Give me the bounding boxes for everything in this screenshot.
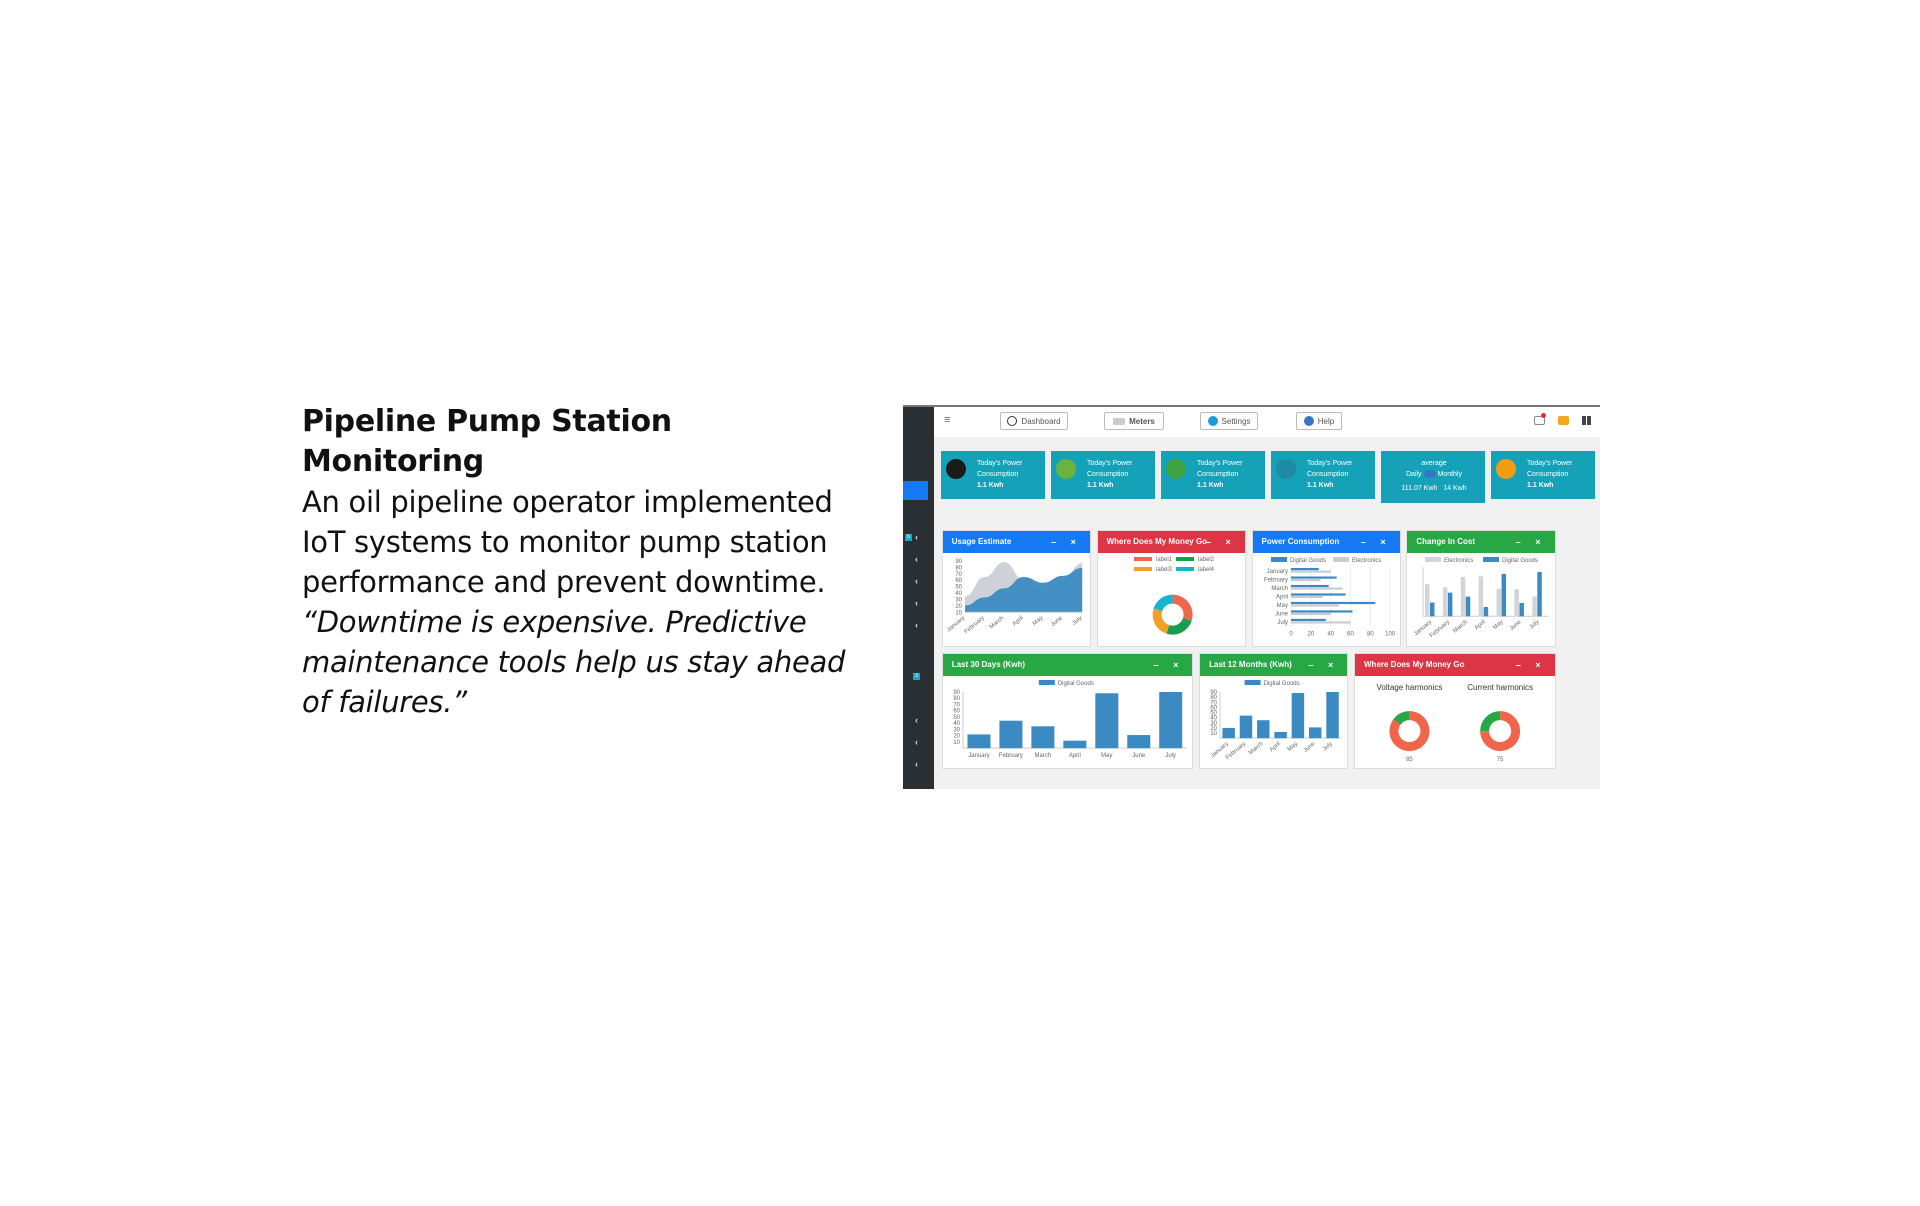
y-tick-label: 30 [1210, 720, 1218, 727]
panel-title: Change In Cost [1416, 537, 1476, 546]
x-tick-label: March [1248, 741, 1265, 757]
slide-text [302, 402, 862, 722]
stat-tile [1271, 451, 1375, 499]
y-tick-label: 70 [953, 702, 960, 709]
tile-text [1307, 458, 1373, 491]
panel-title: Where Does My Money Go [1106, 537, 1208, 546]
settings-label: Settings [1221, 416, 1251, 426]
y-tick-label: 80 [1210, 695, 1218, 702]
x-tick-label: May [1492, 619, 1506, 632]
bar [1291, 593, 1346, 595]
bar [1031, 726, 1054, 748]
panel-header [1355, 654, 1555, 676]
donut-label: Current harmonics [1467, 683, 1534, 692]
grid-icon[interactable] [1582, 416, 1591, 425]
bar [1095, 693, 1118, 748]
chart-svg [1098, 553, 1247, 648]
bar [1533, 597, 1538, 617]
tile-daily-value: 111.07 Kwh [1401, 485, 1438, 492]
panel-title: Where Does My Money Go [1364, 660, 1465, 669]
bar [1127, 735, 1150, 748]
panel-controls[interactable]: – × [1308, 660, 1340, 670]
bar [967, 734, 990, 748]
panel-header [1407, 531, 1554, 553]
x-tick-label: January [945, 615, 967, 634]
legend-swatch [1333, 557, 1349, 562]
bar [1291, 610, 1353, 612]
sidebar-active-item[interactable] [903, 481, 928, 500]
panel-body [1200, 676, 1347, 768]
tile-line1: Today's Power [1197, 460, 1243, 467]
bar [1292, 693, 1304, 738]
stat-tile [1381, 451, 1485, 503]
panel-controls[interactable]: – × [1515, 660, 1547, 670]
tile-value: 1.1 Kwh [1087, 482, 1114, 489]
legend-swatch [1425, 557, 1441, 562]
panel-controls[interactable]: – × [1360, 537, 1392, 547]
legend-label: Digital Goods [1289, 558, 1326, 564]
stat-tile [1491, 451, 1595, 499]
y-tick-label: 10 [953, 739, 960, 746]
y-tick-label: 70 [955, 571, 962, 578]
stat-tile [941, 451, 1045, 499]
y-tick-label: 40 [955, 591, 962, 598]
tile-value: 1.1 Kwh [1307, 482, 1334, 489]
bar [1291, 579, 1321, 581]
y-tick-label: 60 [955, 578, 962, 585]
x-tick-label: 20 [1306, 631, 1314, 638]
chart-panel [1406, 530, 1555, 647]
y-tick-label: 20 [955, 603, 962, 610]
y-tick-label: June [1274, 611, 1288, 618]
x-tick-label: July [1528, 619, 1541, 631]
slide-body: An oil pipeline operator implemented IoT systems to monitor pump station performance and prevent downtime. [302, 485, 833, 599]
settings-button[interactable] [1200, 412, 1258, 430]
y-tick-label: 50 [953, 714, 960, 721]
y-tick-label: February [1263, 577, 1288, 584]
globe-icon [1276, 459, 1296, 479]
x-tick-label: April [1474, 619, 1488, 632]
bar [1291, 596, 1323, 598]
bar [1291, 619, 1326, 621]
panel-header [1200, 654, 1347, 676]
x-tick-label: June [1131, 753, 1145, 760]
notification-badge [1541, 413, 1546, 418]
stat-tile [1051, 451, 1155, 499]
y-tick-label: 30 [955, 597, 962, 604]
chevron-left-icon[interactable]: ‹ [915, 620, 918, 630]
tile-text [1527, 458, 1593, 491]
chart-svg [943, 553, 1092, 648]
panel-body [943, 676, 1193, 768]
panel-controls[interactable]: – × [1051, 537, 1082, 547]
x-tick-label: June [1049, 615, 1064, 629]
legend-label: Electronics [1444, 558, 1474, 564]
tile-text [977, 458, 1043, 491]
tile-line1: Today's Power [1307, 460, 1353, 467]
y-tick-label: 70 [1210, 700, 1218, 707]
money-icon [1166, 459, 1186, 479]
tile-value: 1.1 Kwh [1197, 482, 1224, 489]
legend-swatch [1176, 557, 1194, 561]
x-tick-label: May [1100, 753, 1113, 760]
x-tick-label: July [1165, 753, 1176, 760]
tile-value: 1.1 Kwh [977, 482, 1004, 489]
bar [1425, 584, 1430, 616]
legend-label: Digital Goods [1057, 681, 1094, 687]
y-tick-label: April [1275, 594, 1288, 601]
slide-quote: “Downtime is expensive. Predictive maintenance tools help us stay ahead of failures.” [302, 605, 846, 719]
y-tick-label: 40 [1210, 715, 1218, 722]
tile-line1: Today's Power [1087, 460, 1133, 467]
x-tick-label: 0 [1288, 631, 1293, 638]
legend-swatch [1245, 680, 1261, 685]
y-tick-label: 90 [953, 690, 960, 696]
panel-title: Usage Estimate [951, 537, 1012, 546]
x-tick-label: June [1509, 619, 1524, 633]
tile-line2: Consumption [1197, 471, 1239, 478]
legend-label: label3 [1155, 567, 1172, 573]
tile-title: average [1421, 460, 1447, 467]
bar [1461, 577, 1466, 616]
x-tick-label: April [1068, 753, 1081, 760]
chevron-left-icon[interactable]: ‹ [915, 576, 918, 586]
panel-body [943, 553, 1090, 646]
y-tick-label: 50 [1210, 710, 1218, 717]
tile-line2: Consumption [1087, 471, 1129, 478]
tile-value: 1.1 Kwh [1527, 482, 1554, 489]
panel-body [1355, 676, 1555, 768]
chevron-left-icon[interactable]: ‹ [915, 715, 918, 725]
message-icon[interactable] [1558, 416, 1569, 425]
dashboard-label: Dashboard [1021, 416, 1061, 426]
bar [1291, 571, 1331, 573]
chevron-left-icon[interactable]: ‹ [915, 598, 918, 608]
y-tick-label: 60 [1210, 705, 1218, 712]
bar [1497, 589, 1502, 617]
x-tick-label: March [1452, 619, 1470, 635]
help-icon [1304, 416, 1314, 426]
panel-title: Last 30 Days (Kwh) [951, 660, 1026, 669]
meters-button[interactable] [1104, 412, 1164, 430]
pie-slice [1172, 595, 1192, 621]
bar [1257, 720, 1269, 738]
tile-text [1087, 458, 1153, 491]
x-tick-label: July [1321, 741, 1334, 753]
chevron-left-icon[interactable]: ‹ [915, 737, 918, 747]
bar [1223, 728, 1235, 738]
panel-title: Last 12 Months (Kwh) [1209, 660, 1292, 669]
legend-label: label1 [1155, 557, 1172, 563]
panel-body [1407, 553, 1554, 646]
donut-label: Voltage harmonics [1376, 683, 1443, 692]
x-tick-label: February [1429, 619, 1452, 640]
bar [1291, 602, 1375, 604]
legend-label: Digital Goods [1263, 681, 1300, 687]
bar [1291, 604, 1339, 606]
chart-panel [1354, 653, 1556, 769]
x-tick-label: 100 [1384, 631, 1395, 638]
pie-slice [1166, 618, 1191, 635]
panel-controls[interactable]: – × [1206, 537, 1237, 547]
chart-svg [943, 676, 1195, 770]
tile-text [1389, 458, 1479, 494]
meter-icon [1113, 418, 1125, 425]
tile-monthly-value: 14 Kwh [1443, 485, 1467, 492]
legend-swatch [1483, 557, 1499, 562]
x-tick-label: February [1225, 741, 1248, 762]
panel-header [943, 531, 1090, 553]
chevron-left-icon[interactable]: ‹ [915, 554, 918, 564]
x-tick-label: 40 [1326, 631, 1334, 638]
tile-line1: Today's Power [1527, 460, 1573, 467]
y-tick-label: 50 [955, 584, 962, 591]
hamburger-icon[interactable]: ≡ [944, 414, 951, 426]
help-button[interactable] [1296, 412, 1342, 430]
tile-line2: Consumption [1307, 471, 1349, 478]
bar [1466, 597, 1471, 617]
bar [999, 721, 1022, 748]
plug-icon [946, 459, 966, 479]
bar [1291, 585, 1329, 587]
x-tick-label: January [1413, 619, 1434, 638]
y-tick-label: 20 [953, 733, 960, 740]
bar [1484, 607, 1489, 616]
dashboard-button[interactable] [1000, 412, 1068, 430]
legend-label: label4 [1197, 567, 1214, 573]
chevron-left-icon[interactable]: ‹ [915, 759, 918, 769]
legend-swatch [1176, 567, 1194, 571]
stat-tile [1161, 451, 1265, 499]
y-tick-label: 30 [953, 727, 960, 734]
chart-panel [942, 530, 1091, 647]
bar [1291, 613, 1331, 615]
sidebar-badge: 6 [905, 534, 912, 541]
bar [1240, 716, 1252, 739]
x-tick-label: March [1034, 753, 1051, 760]
donut-value: 85 [1406, 757, 1413, 764]
y-tick-label: 20 [1210, 725, 1218, 732]
y-tick-label: 80 [953, 696, 960, 703]
sidebar-badge: 3 [913, 673, 920, 680]
sidebar [903, 407, 934, 789]
chart-panel [1199, 653, 1348, 769]
legend-label: label2 [1197, 557, 1214, 563]
y-tick-label: March [1270, 586, 1288, 593]
pie-slice [1480, 711, 1500, 731]
x-tick-label: 80 [1366, 631, 1374, 638]
x-tick-label: January [968, 753, 990, 760]
pulse-icon [1496, 459, 1516, 479]
bar [1326, 692, 1338, 738]
chart-svg [1200, 676, 1349, 770]
chart-panel [942, 653, 1194, 769]
x-tick-label: May [1286, 741, 1300, 753]
panel-body [1253, 553, 1400, 646]
bar [1502, 574, 1507, 616]
tile-monthly-label: Monthly [1437, 471, 1462, 478]
legend-label: Digital Goods [1502, 558, 1539, 564]
tile-daily-label: Daily [1406, 471, 1422, 478]
x-tick-label: 60 [1346, 631, 1354, 638]
panel-controls[interactable]: – × [1153, 660, 1185, 670]
tile-line1: Today's Power [977, 460, 1023, 467]
pie-slice [1152, 608, 1169, 633]
panel-header [1098, 531, 1245, 553]
y-tick-label: 10 [1210, 731, 1218, 738]
dashboard-screenshot [903, 405, 1600, 789]
bar [1479, 576, 1484, 616]
bar [1520, 603, 1525, 616]
y-tick-label: 60 [953, 708, 960, 715]
gauge-icon [1424, 470, 1436, 478]
x-tick-label: February [963, 615, 986, 636]
x-tick-label: March [988, 615, 1006, 631]
legend-swatch [1271, 557, 1287, 562]
chart-svg [1355, 676, 1557, 770]
chevron-left-icon[interactable]: ‹ [915, 532, 918, 542]
x-tick-label: April [1268, 741, 1282, 754]
y-tick-label: 40 [953, 721, 960, 728]
help-label: Help [1317, 416, 1335, 426]
pie-slice [1153, 595, 1172, 612]
bar [1538, 572, 1543, 616]
panel-title: Power Consumption [1261, 537, 1340, 546]
bar [1291, 621, 1351, 623]
slide-title: Pipeline Pump Station Monitoring [302, 404, 672, 479]
legend-swatch [1039, 680, 1055, 685]
panel-header [943, 654, 1193, 676]
y-tick-label: May [1276, 603, 1288, 610]
bar [1159, 692, 1182, 748]
y-tick-label: 90 [955, 559, 962, 565]
y-tick-label: 80 [955, 565, 962, 572]
panel-controls[interactable]: – × [1515, 537, 1547, 547]
bar [1448, 593, 1453, 617]
x-tick-label: May [1031, 615, 1045, 628]
chart-svg [1407, 553, 1556, 648]
chart-svg [1253, 553, 1402, 648]
x-tick-label: February [998, 753, 1023, 760]
x-tick-label: January [1209, 741, 1231, 760]
gear-icon [1208, 416, 1218, 426]
lightning-icon [1007, 416, 1017, 426]
panel-body [1098, 553, 1245, 646]
y-tick-label: 90 [1210, 690, 1218, 696]
meters-label: Meters [1129, 416, 1155, 426]
tile-line2: Consumption [1527, 471, 1569, 478]
panel-header [1253, 531, 1400, 553]
bar [1291, 587, 1343, 589]
tile-text [1197, 458, 1263, 491]
x-tick-label: April [1011, 615, 1025, 628]
legend-swatch [1134, 557, 1152, 561]
x-tick-label: June [1302, 741, 1317, 755]
tile-line2: Consumption [977, 471, 1019, 478]
chart-panel [1252, 530, 1401, 647]
top-navbar [934, 407, 1600, 437]
x-tick-label: July [1071, 615, 1084, 627]
bar [1430, 603, 1435, 617]
bar [1309, 727, 1321, 738]
bar [1515, 589, 1520, 616]
bar [1063, 741, 1086, 748]
bar [1274, 732, 1286, 738]
legend-swatch [1134, 567, 1152, 571]
y-tick-label: 10 [955, 610, 962, 617]
legend-label: Electronics [1351, 558, 1381, 564]
donut-value: 75 [1496, 757, 1504, 764]
bar [1291, 576, 1337, 578]
y-tick-label: January [1266, 569, 1288, 576]
bar [1443, 587, 1448, 616]
globe-icon [1056, 459, 1076, 479]
chart-panel [1097, 530, 1246, 647]
bar [1291, 568, 1319, 570]
y-tick-label: July [1276, 620, 1288, 627]
